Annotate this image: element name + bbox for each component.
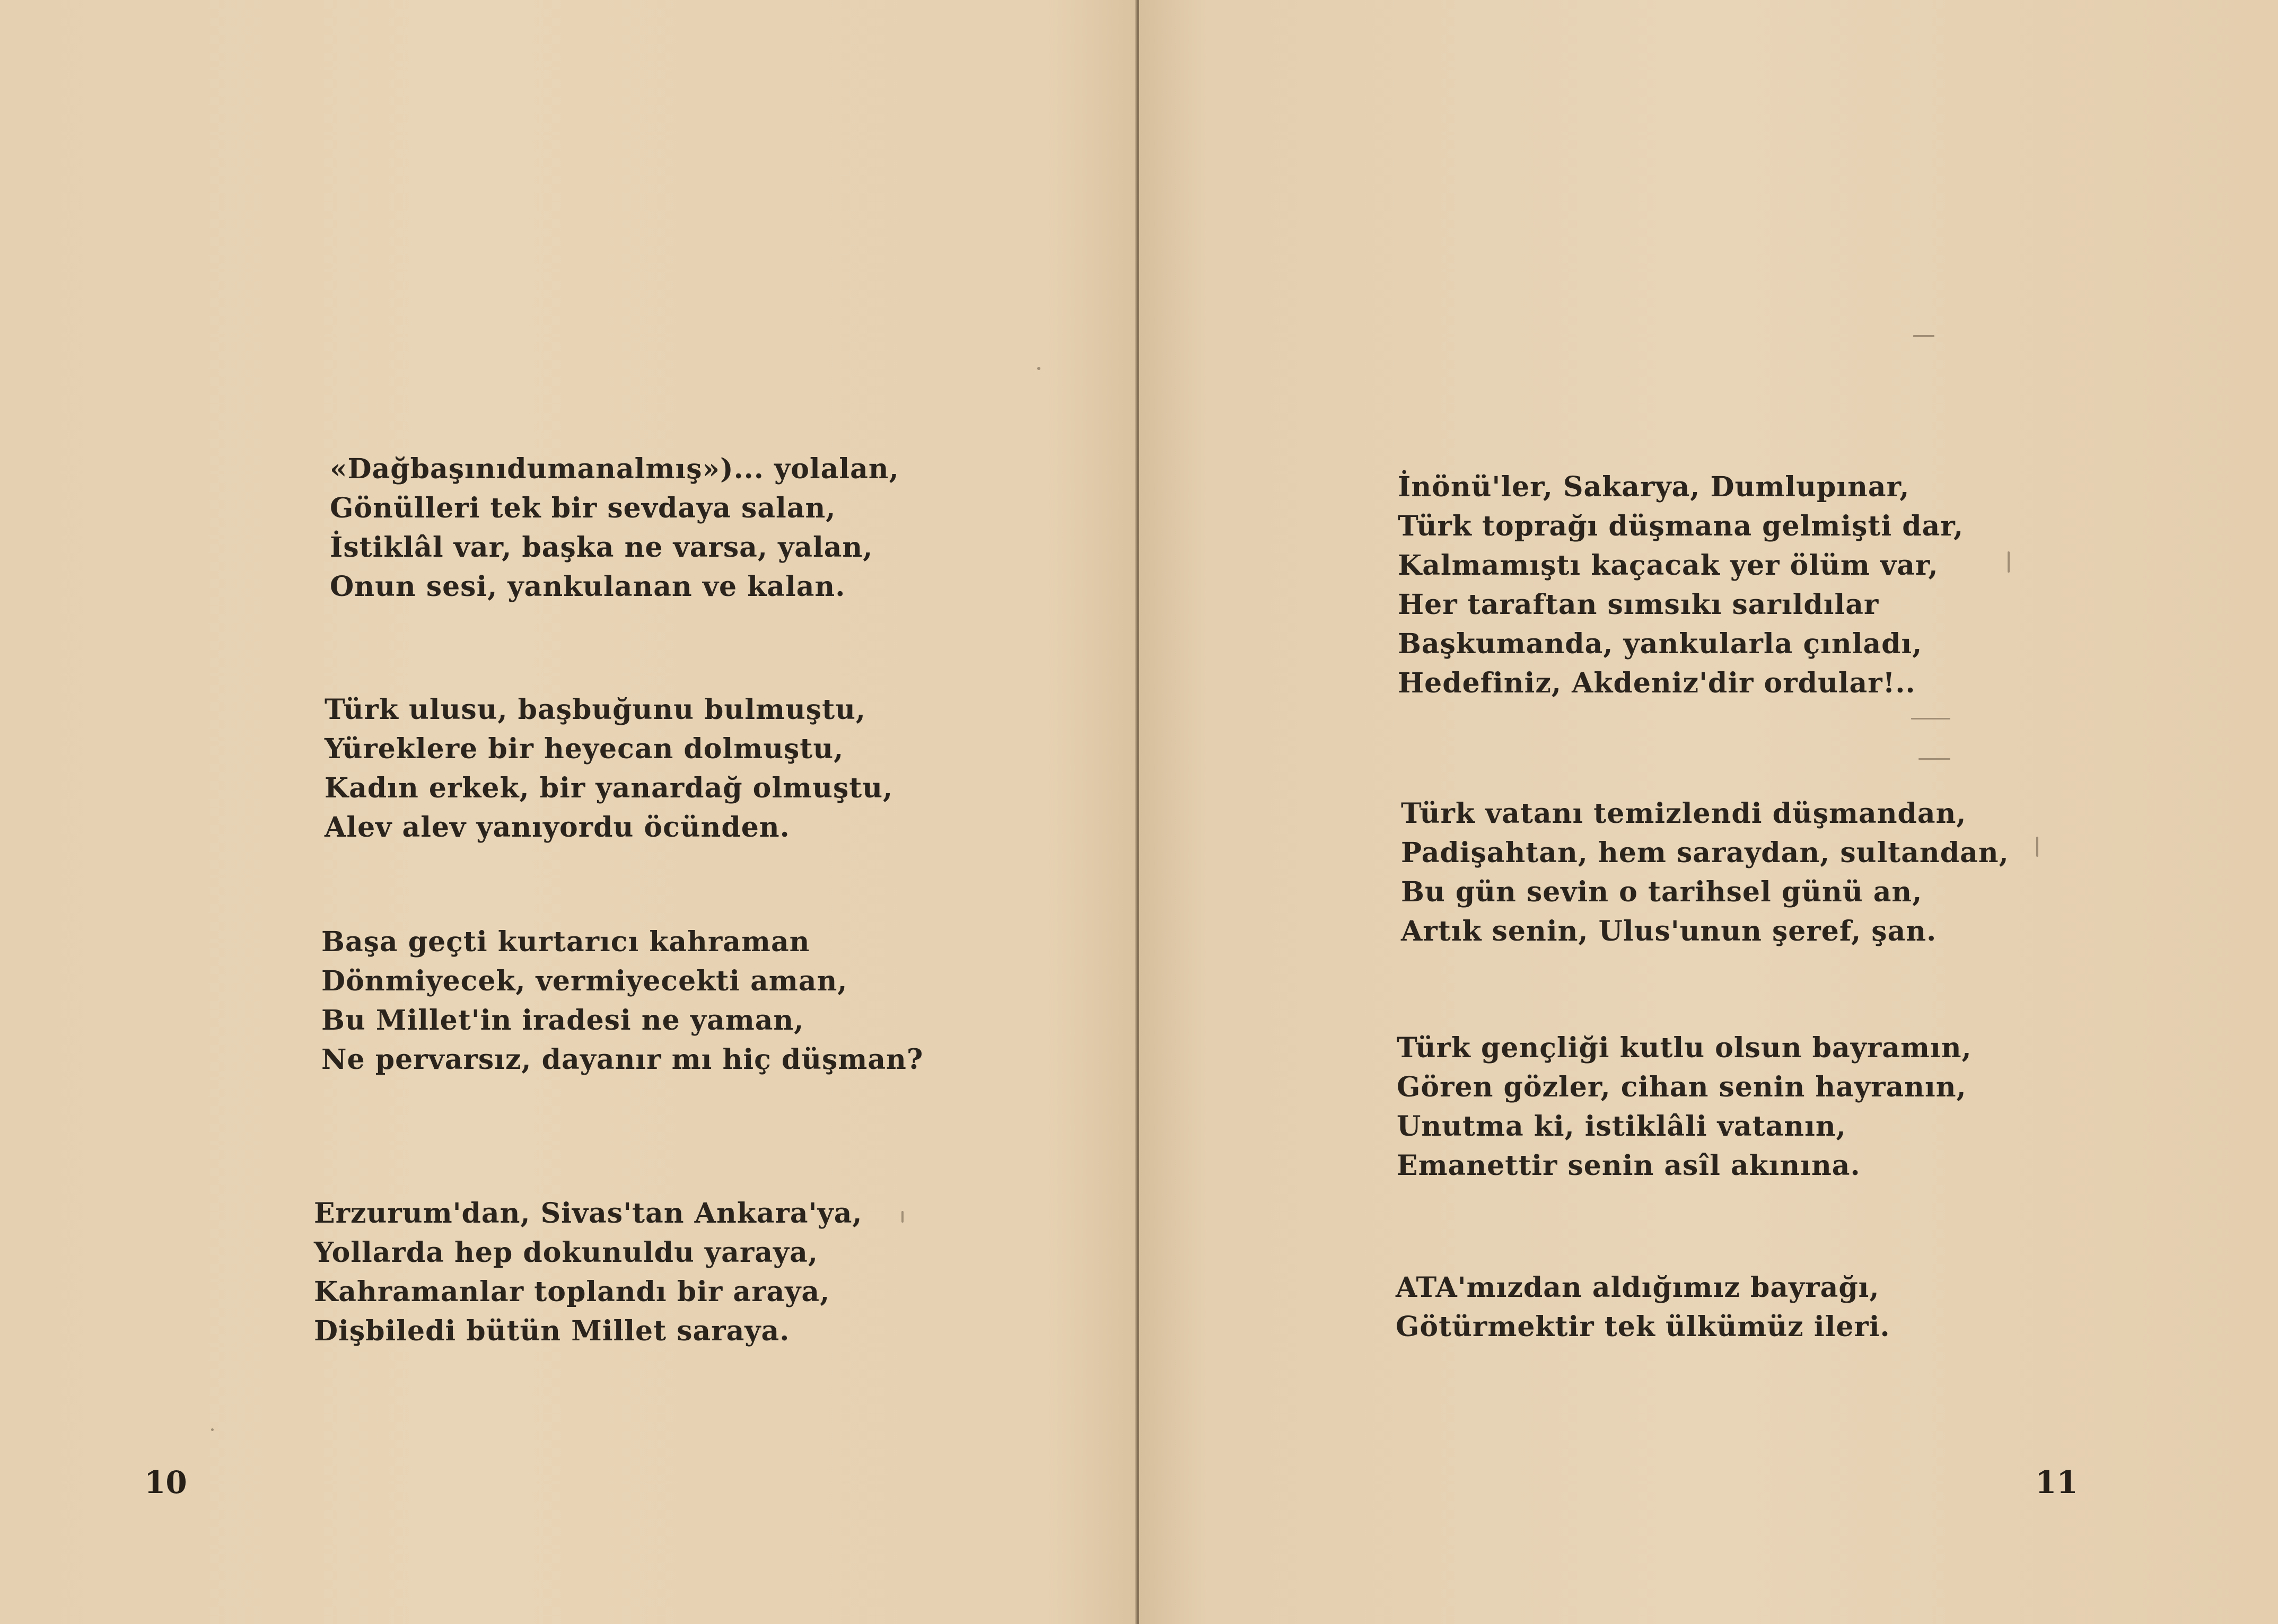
- poem-stanza: [314, 1194, 863, 1351]
- poem-line: Gönülleri tek bir sevdaya salan,: [330, 492, 836, 524]
- poem-stanza: [1398, 468, 1964, 703]
- poem-line: Hedefiniz, Akdeniz'dir ordular!..: [1398, 667, 1916, 699]
- poem-stanza: [1396, 1268, 1890, 1347]
- paper-speck: [2008, 551, 2010, 573]
- poem-line: Bu Millet'in iradesi ne yaman,: [321, 1004, 804, 1037]
- poem-line: Götürmektir tek ülkümüz ileri.: [1396, 1311, 1890, 1343]
- poem-line: İstiklâl var, başka ne varsa, yalan,: [330, 531, 873, 564]
- poem-line: Dişbiledi bütün Millet saraya.: [314, 1315, 790, 1347]
- poem-line: Bu gün sevin o tarihsel günü an,: [1401, 876, 1923, 908]
- poem-line: Türk toprağı düşmana gelmişti dar,: [1398, 510, 1964, 542]
- right-page: [1139, 0, 2278, 1624]
- poem-stanza: [330, 450, 899, 607]
- poem-line: ATA'mızdan aldığımız bayrağı,: [1396, 1271, 1880, 1304]
- poem-line: Erzurum'dan, Sivas'tan Ankara'ya,: [314, 1197, 863, 1230]
- poem-line: Alev alev yanıyordu öcünden.: [325, 811, 790, 844]
- poem-line: Artık senin, Ulus'unun şeref, şan.: [1401, 915, 1937, 947]
- poem-line: İnönü'ler, Sakarya, Dumlupınar,: [1398, 471, 1910, 503]
- poem-stanza: [321, 923, 923, 1079]
- poem-line: Dönmiyecek, vermiyecekti aman,: [321, 965, 848, 997]
- poem-line: Gören gözler, cihan senin hayranın,: [1397, 1071, 1967, 1103]
- poem-line: Unutma ki, istiklâli vatanın,: [1397, 1110, 1846, 1143]
- poem-line: Başkumanda, yankularla çınladı,: [1398, 628, 1923, 660]
- paper-speck: [1911, 718, 1950, 719]
- poem-stanza: [1401, 794, 2009, 951]
- paper-speck: [1037, 367, 1040, 370]
- poem-line: Ne pervarsız, dayanır mı hiç düşman?: [321, 1043, 924, 1076]
- poem-line: Onun sesi, yankulanan ve kalan.: [330, 570, 846, 603]
- poem-line: Padişahtan, hem saraydan, sultandan,: [1401, 837, 2009, 869]
- paper-speck: [211, 1428, 214, 1431]
- poem-line: «Dağbaşınıdumanalmış»)... yolalan,: [330, 453, 899, 485]
- poem-stanza: [1397, 1029, 1972, 1186]
- poem-line: Türk vatanı temizlendi düşmandan,: [1401, 797, 1967, 830]
- poem-line: Kalmamıştı kaçacak yer ölüm var,: [1398, 549, 1939, 582]
- poem-line: Emanettir senin asîl akınına.: [1397, 1149, 1861, 1182]
- paper-speck: [1918, 758, 1950, 760]
- paper-speck: [1913, 335, 1934, 337]
- poem-line: Türk ulusu, başbuğunu bulmuştu,: [325, 694, 866, 726]
- poem-line: Kadın erkek, bir yanardağ olmuştu,: [325, 772, 893, 804]
- poem-stanza: [325, 690, 893, 847]
- poem-line: Yüreklere bir heyecan dolmuştu,: [325, 733, 844, 765]
- paper-speck: [2036, 837, 2038, 857]
- poem-line: Kahramanlar toplandı bir araya,: [314, 1276, 830, 1308]
- poem-line: Yollarda hep dokunuldu yaraya,: [314, 1236, 818, 1269]
- poem-line: Türk gençliği kutlu olsun bayramın,: [1397, 1032, 1972, 1064]
- paper-speck: [901, 1211, 904, 1223]
- poem-line: Başa geçti kurtarıcı kahraman: [321, 926, 810, 958]
- page-number: 10: [144, 1464, 187, 1500]
- page-number: 11: [2035, 1464, 2078, 1500]
- poem-line: Her taraftan sımsıkı sarıldılar: [1398, 589, 1879, 621]
